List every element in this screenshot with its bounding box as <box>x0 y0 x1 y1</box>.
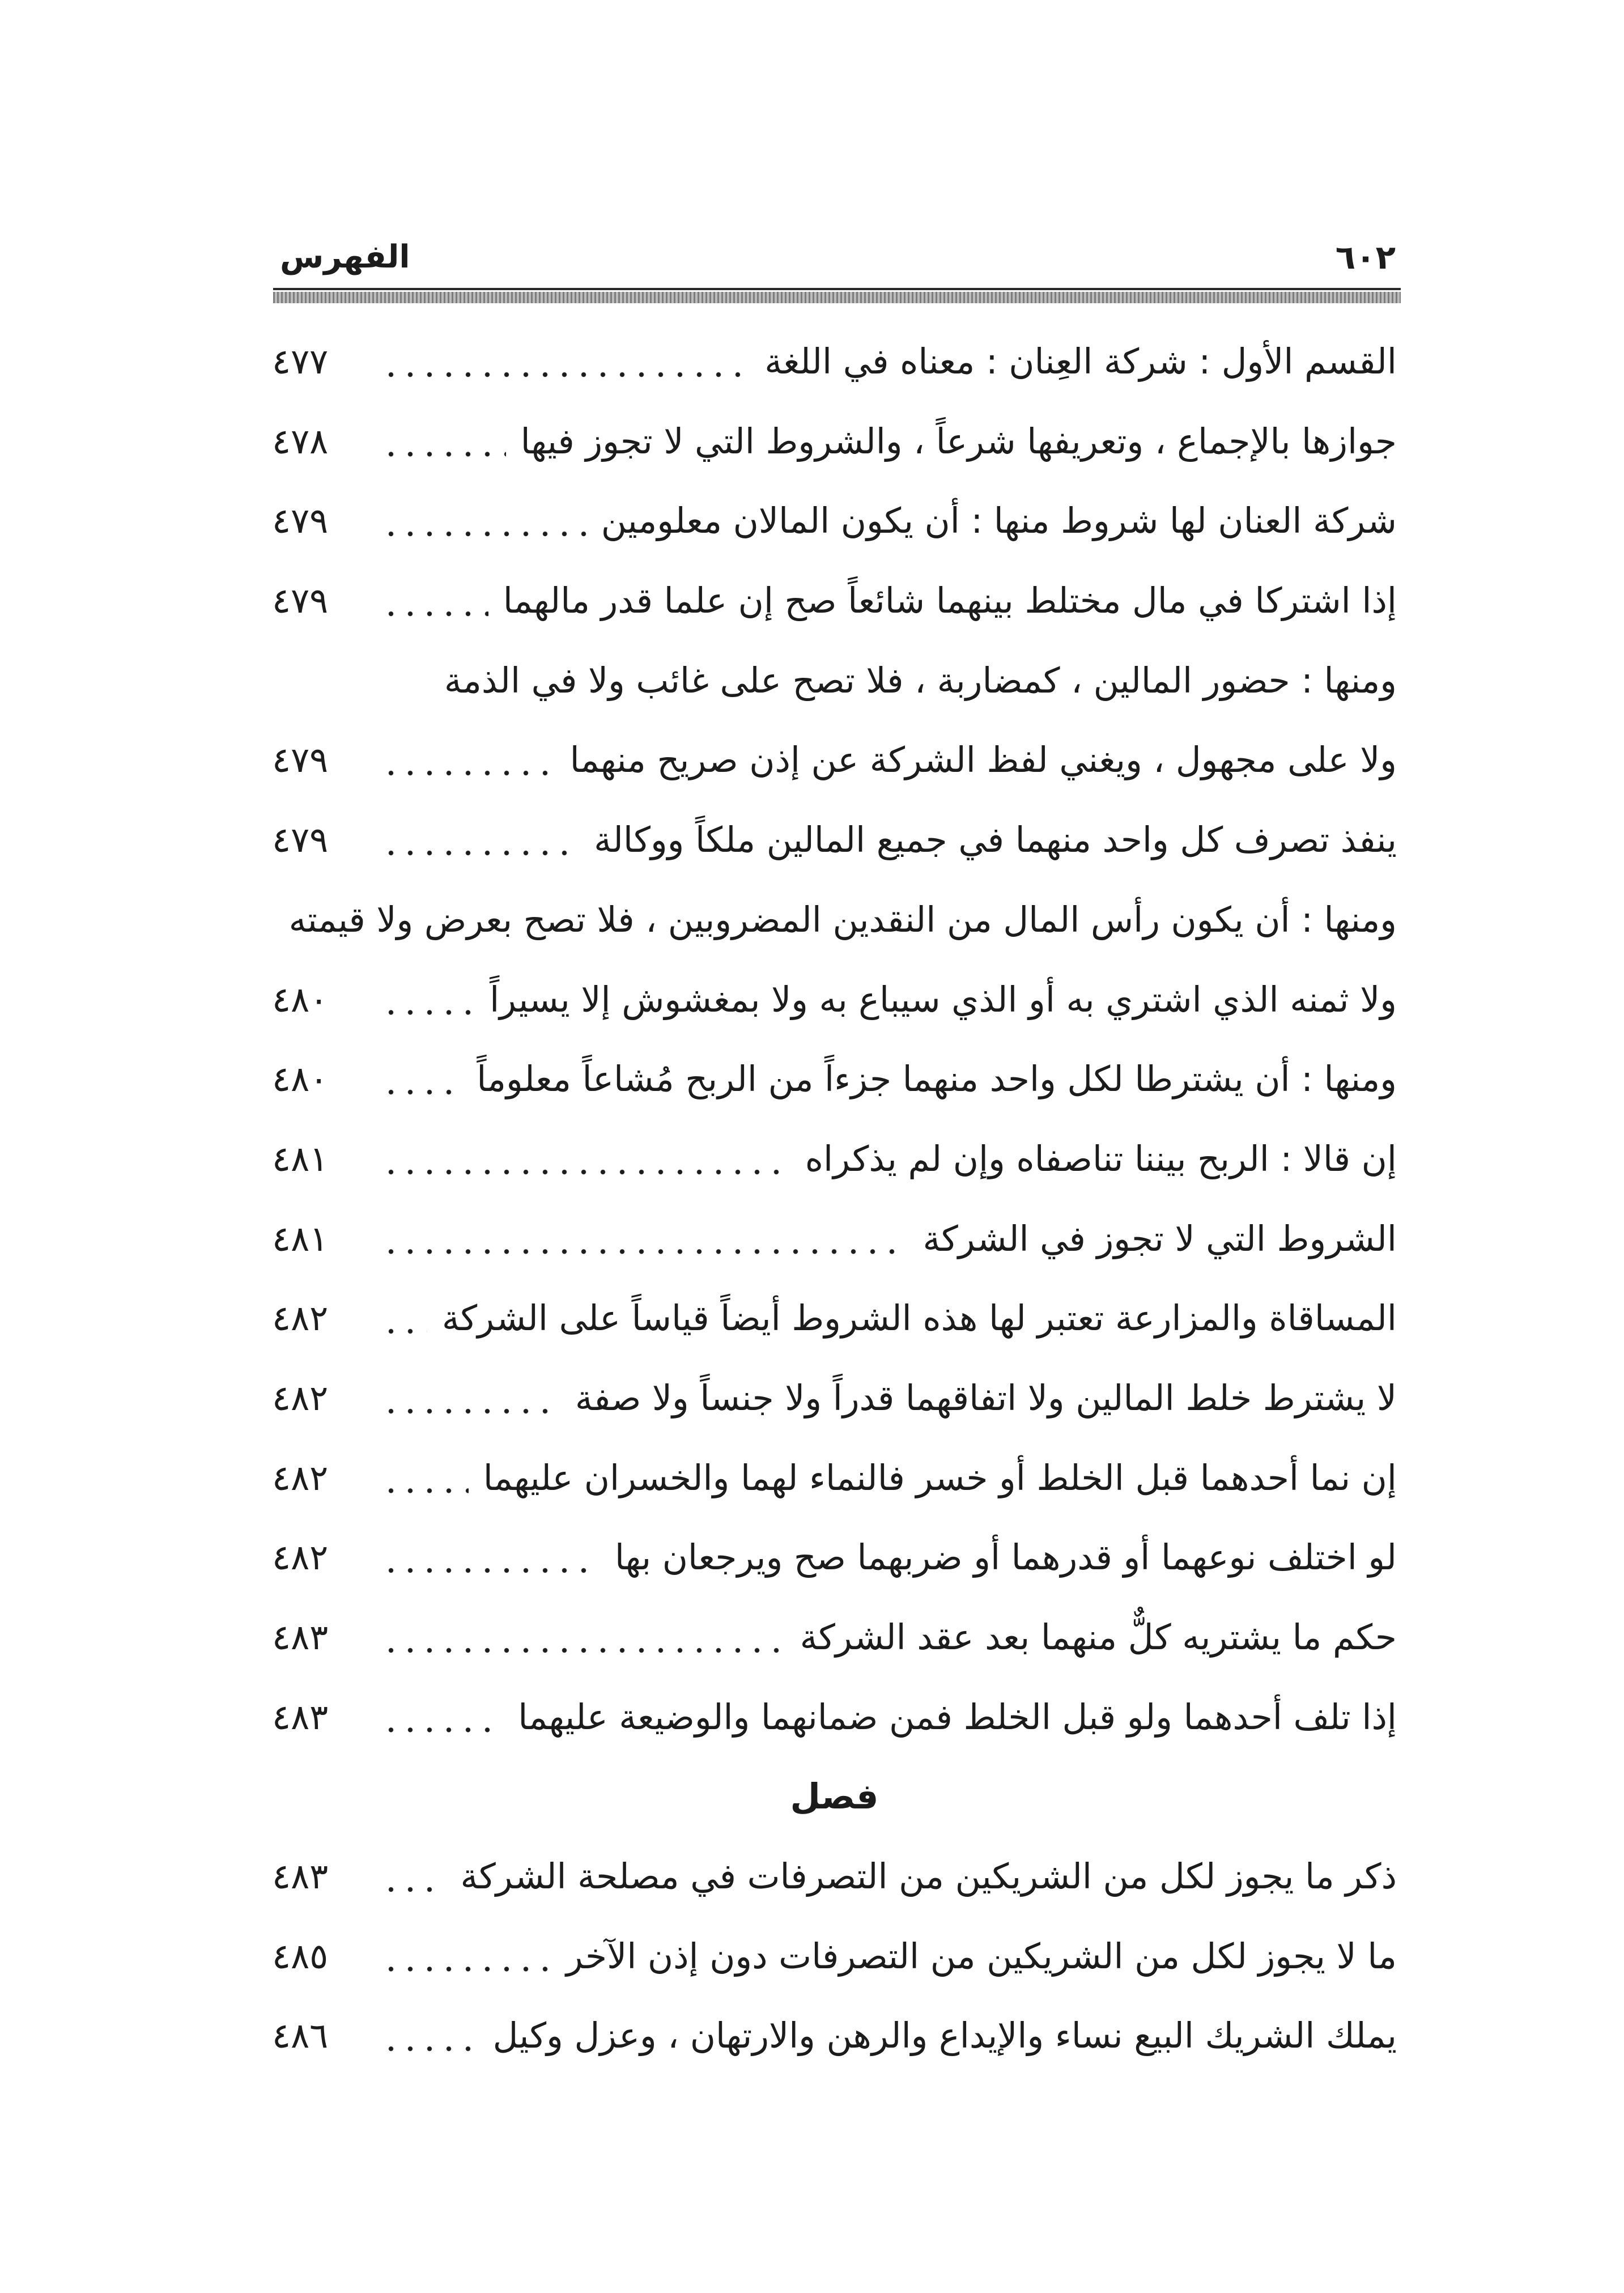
entry-page-number: ٤٨٣ <box>272 1617 329 1658</box>
entry-page-number: ٤٨٣ <box>272 1696 329 1738</box>
entry-page-number: ٤٧٩ <box>272 740 329 781</box>
entry-title: المساقاة والمزارعة تعتبر لها هذه الشروط أيضاً قياساً على الشركة <box>441 1298 1397 1339</box>
dot-leader <box>381 1279 427 1358</box>
entry-page-number: ٤٨٣ <box>272 1856 329 1897</box>
entry-page-number: ٤٨٢ <box>272 1298 329 1339</box>
section-heading <box>272 1757 1397 1837</box>
entry-page-number: ٤٧٩ <box>272 819 329 861</box>
dot-leader <box>381 1678 503 1757</box>
section-heading-text: فصل <box>790 1776 879 1818</box>
index-entry <box>272 1678 1397 1757</box>
entry-page-number: ٤٨٥ <box>272 1935 329 1977</box>
dot-leader <box>381 1837 445 1917</box>
dot-leader <box>381 1039 462 1119</box>
entry-page-number: ٤٨٢ <box>272 1377 329 1419</box>
index-list <box>272 322 1397 2076</box>
entry-page-number: ٤٨٢ <box>272 1537 329 1578</box>
entry-title: القسم الأول : شركة العِنان : معناه في اللغة <box>764 341 1397 382</box>
entry-title: ولا ثمنه الذي اشتري به أو الذي سيباع به ولا بمغشوش إلا يسيراً <box>490 979 1397 1020</box>
dot-leader <box>381 800 579 880</box>
entry-title: حكم ما يشتريه كلٌّ منهما بعد عقد الشركة <box>800 1617 1397 1658</box>
entry-title: لا يشترط خلط المالين ولا اتفاقهما قدراً ولا جنساً ولا صفة <box>575 1377 1397 1419</box>
header-rule-line <box>273 288 1401 290</box>
entry-page-number: ٤٨٦ <box>272 2015 329 2057</box>
index-entry <box>272 1119 1397 1199</box>
dot-leader <box>381 960 475 1040</box>
dot-leader <box>381 1119 790 1199</box>
dot-leader <box>381 720 555 800</box>
entry-title: ينفذ تصرف كل واحد منهما في جميع المالين ملكاً ووكالة <box>594 819 1397 861</box>
entry-title: ولا على مجهول ، ويغني لفظ الشركة عن إذن صريح منهما <box>569 740 1397 781</box>
entry-title: لو اختلف نوعهما أو قدرهما أو ضربهما صح ويرجعان بها <box>614 1537 1397 1578</box>
index-entry <box>272 481 1397 561</box>
index-entry <box>272 960 1397 1040</box>
index-entry <box>272 1039 1397 1119</box>
header-rule-band <box>273 292 1401 303</box>
dot-leader <box>381 1358 560 1438</box>
index-entry <box>272 1199 1397 1279</box>
entry-page-number: ٤٧٩ <box>272 500 329 542</box>
entry-title: ومنها : أن يكون رأس المال من النقدين المضروبين ، فلا تصح بعرض ولا قيمته <box>288 899 1397 940</box>
index-entry <box>272 1438 1397 1518</box>
dot-leader <box>381 561 488 641</box>
entry-title: جوازها بالإجماع ، وتعريفها شرعاً ، والشروط التي لا تجوز فيها <box>520 421 1397 462</box>
entry-page-number: ٤٧٩ <box>272 580 329 622</box>
entry-page-number: ٤٧٨ <box>272 421 329 462</box>
page-number: ٦٠٢ <box>1335 238 1396 277</box>
dot-leader <box>381 1598 785 1678</box>
entry-page-number: ٤٨٢ <box>272 1457 329 1498</box>
entry-page-number: ٤٧٧ <box>272 341 329 382</box>
index-entry <box>272 561 1397 641</box>
index-entry-continued <box>272 641 1397 721</box>
entry-title: إذا تلف أحدهما ولو قبل الخلط فمن ضمانهما والوضيعة عليهما <box>518 1696 1397 1738</box>
index-entry <box>272 1917 1397 1997</box>
dot-leader <box>381 481 586 561</box>
entry-title: الشروط التي لا تجوز في الشركة <box>922 1218 1397 1259</box>
entry-title: ما لا يجوز لكل من الشريكين من التصرفات دون إذن الآخر <box>566 1935 1397 1977</box>
dot-leader <box>381 1917 551 1997</box>
entry-title: يملك الشريك البيع نساء والإيداع والرهن والارتهان ، وعزل وكيل <box>492 2015 1397 2057</box>
dot-leader <box>381 1996 478 2076</box>
page-header <box>273 231 1398 283</box>
index-entry <box>272 800 1397 880</box>
entry-page-number: ٤٨١ <box>272 1218 329 1259</box>
running-title: الفهرس <box>280 239 410 275</box>
entry-page-number: ٤٨١ <box>272 1138 329 1179</box>
index-entry <box>272 402 1397 482</box>
index-entry <box>272 1598 1397 1678</box>
entry-title: ذكر ما يجوز لكل من الشريكين من التصرفات في مصلحة الشركة <box>460 1856 1397 1897</box>
entry-title: إذا اشتركا في مال مختلط بينهما شائعاً صح إن علما قدر مالهما <box>503 580 1397 622</box>
index-entry <box>272 1279 1397 1358</box>
index-entry-continued <box>272 880 1397 960</box>
index-entry <box>272 1837 1397 1917</box>
entry-title: شركة العنان لها شروط منها : أن يكون المالان معلومين <box>601 500 1397 542</box>
index-entry <box>272 322 1397 402</box>
entry-page-number: ٤٨٠ <box>272 1059 329 1100</box>
index-entry <box>272 1518 1397 1598</box>
index-entry <box>272 1996 1397 2076</box>
entry-title: ومنها : أن يشترطا لكل واحد منهما جزءاً من الربح مُشاعاً معلوماً <box>477 1059 1397 1100</box>
dot-leader <box>381 1518 600 1598</box>
dot-leader <box>381 1199 908 1279</box>
dot-leader <box>381 1438 469 1518</box>
index-entry <box>272 1358 1397 1438</box>
entry-page-number: ٤٨٠ <box>272 979 329 1020</box>
entry-title: إن قالا : الربح بيننا تناصفاه وإن لم يذكراه <box>805 1138 1397 1179</box>
dot-leader <box>381 322 750 402</box>
dot-leader <box>381 402 506 482</box>
entry-title: إن نما أحدهما قبل الخلط أو خسر فالنماء لهما والخسران عليهما <box>483 1457 1397 1498</box>
index-entry <box>272 720 1397 800</box>
entry-title: ومنها : حضور المالين ، كمضاربة ، فلا تصح على غائب ولا في الذمة <box>444 660 1397 701</box>
